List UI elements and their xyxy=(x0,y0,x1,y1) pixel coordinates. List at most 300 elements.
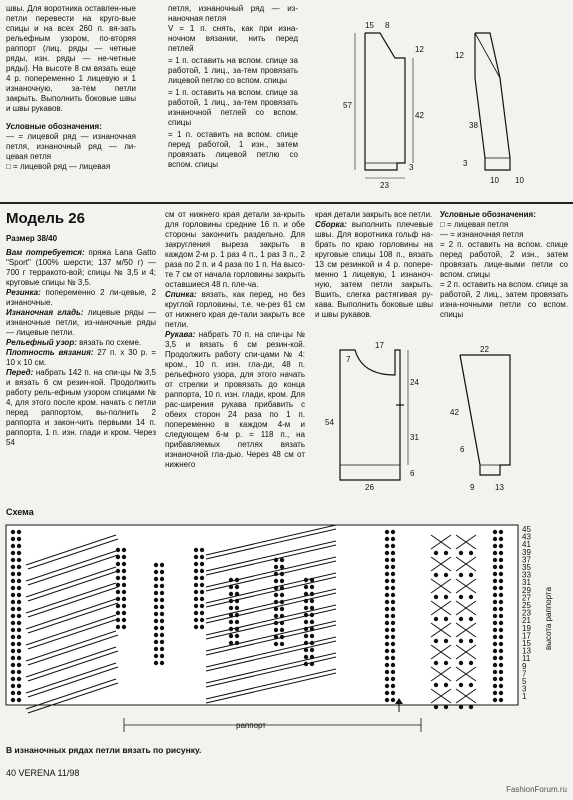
dim-label: 10 xyxy=(515,176,524,185)
schema-stitch xyxy=(499,649,503,653)
schema-stitch xyxy=(280,642,284,646)
schema-stitch xyxy=(444,683,448,687)
schema-stitch xyxy=(200,611,204,615)
schema-stitch xyxy=(122,597,126,601)
schema-stitch xyxy=(385,614,389,618)
schema-stitch xyxy=(154,577,158,581)
schema-stitch xyxy=(391,698,395,702)
row-number: 25 xyxy=(522,601,531,610)
schema-stitch xyxy=(280,579,284,583)
schema-stitch xyxy=(391,628,395,632)
schema-stitch xyxy=(493,586,497,590)
schema-stitch xyxy=(434,551,438,555)
schema-stitch xyxy=(304,634,308,638)
schema-stitch xyxy=(11,600,15,604)
schema-stitch xyxy=(194,611,198,615)
schema-stitch xyxy=(459,551,463,555)
schema-stitch xyxy=(391,565,395,569)
schema-stitch xyxy=(310,620,314,624)
schema-stitch xyxy=(17,635,21,639)
schema-stitch xyxy=(499,684,503,688)
row-number: 41 xyxy=(522,540,531,550)
model-size: Размер 38/40 xyxy=(6,234,58,243)
schema-stitch xyxy=(385,565,389,569)
schema-stitch xyxy=(499,614,503,618)
schema-stitch xyxy=(499,544,503,548)
schema-stitch xyxy=(200,548,204,552)
schema-stitch xyxy=(385,579,389,583)
schema-stitch xyxy=(235,606,239,610)
schema-stitch xyxy=(493,530,497,534)
schema-stitch xyxy=(229,592,233,596)
schema-stitch xyxy=(160,577,164,581)
schema-stitch xyxy=(385,586,389,590)
schema-stitch xyxy=(17,565,21,569)
schema-stitch xyxy=(391,600,395,604)
schema-stitch xyxy=(122,562,126,566)
schema-stitch xyxy=(194,555,198,559)
schema-stitch xyxy=(17,663,21,667)
schema-stitch xyxy=(11,614,15,618)
schema-stitch xyxy=(17,544,21,548)
schema-stitch xyxy=(459,661,463,665)
top-pattern-front xyxy=(325,18,445,198)
schema-stitch xyxy=(154,661,158,665)
row-number: 11 xyxy=(522,654,531,664)
schema-stitch xyxy=(493,621,497,625)
schema-stitch xyxy=(17,537,21,541)
schema-stitch xyxy=(493,677,497,681)
row-number: 7 xyxy=(522,669,527,679)
model-pattern-sleeve xyxy=(450,340,550,490)
schema-stitch xyxy=(200,583,204,587)
schema-stitch xyxy=(11,551,15,555)
schema-stitch xyxy=(160,626,164,630)
schema-stitch xyxy=(280,607,284,611)
dim-label: 23 xyxy=(380,181,389,190)
schema-stitch xyxy=(499,593,503,597)
schema-stitch xyxy=(17,642,21,646)
schema-stitch xyxy=(194,576,198,580)
schema-stitch xyxy=(499,565,503,569)
row-number: 21 xyxy=(522,616,531,626)
top-legend-item: — = лицевой ряд — изнаночная петля, изнаночный ряд — ли-цевая петля xyxy=(6,132,136,161)
schema-stitch xyxy=(17,621,21,625)
schema-stitch xyxy=(274,593,278,597)
dim-label: 3 xyxy=(463,159,468,168)
schema-stitch xyxy=(493,642,497,646)
top-col1-text: швы. Для воротника оставлен-ные петли перевести на круго-вые спицы и на всех 260 п. вя-зать рельефным узором, по-вторяя раппорт (лиц. ряды — четные ряды, изн. ряды — не-четные ряды). На высоте 8 см вязать еще 4 р. попеременно 1 лицевую и 1 изнаночную, за-тем петли закрыть. Выполнить боковые швы и швы рукавов. xyxy=(6,4,136,113)
schema-stitch xyxy=(469,595,473,599)
schema-stitch xyxy=(17,586,21,590)
schema-stitch xyxy=(391,530,395,534)
schema-stitch xyxy=(122,611,126,615)
dim-label: 26 xyxy=(365,483,374,492)
row-number: 17 xyxy=(522,631,531,641)
schema-stitch xyxy=(391,684,395,688)
schema-stitch xyxy=(280,593,284,597)
schema-stitch xyxy=(154,591,158,595)
schema-stitch xyxy=(434,573,438,577)
dim-label: 10 xyxy=(490,176,499,185)
schema-stitch xyxy=(160,591,164,595)
schema-stitch xyxy=(122,569,126,573)
schema-stitch xyxy=(160,654,164,658)
schema-stitch xyxy=(499,572,503,576)
schema-stitch xyxy=(17,600,21,604)
schema-stitch xyxy=(499,600,503,604)
para-lead: Рельефный узор: xyxy=(6,338,77,347)
para-lead: Рукава: xyxy=(165,330,196,339)
schema-stitch xyxy=(194,618,198,622)
schema-stitch xyxy=(280,628,284,632)
schema-stitch xyxy=(459,705,463,709)
schema-stitch xyxy=(17,579,21,583)
schema-stitch xyxy=(160,647,164,651)
schema-stitch xyxy=(493,565,497,569)
row-number: 13 xyxy=(522,646,531,656)
schema-stitch xyxy=(11,684,15,688)
schema-stitch xyxy=(391,649,395,653)
dim-label: 22 xyxy=(480,345,489,354)
schema-stitch xyxy=(385,628,389,632)
schema-stitch xyxy=(17,607,21,611)
model-legend-item: = 2 п. оставить на вспом. спице за работой, 2 лиц., затем провязать изна-ночными петли со вспом. спицы xyxy=(440,280,568,319)
schema-stitch xyxy=(385,649,389,653)
dim-label: 42 xyxy=(450,408,459,417)
schema-stitch xyxy=(11,579,15,583)
schema-label: Схема xyxy=(6,507,34,517)
schema-stitch xyxy=(116,611,120,615)
schema-stitch xyxy=(385,663,389,667)
schema-stitch xyxy=(200,597,204,601)
schema-stitch xyxy=(499,677,503,681)
schema-stitch xyxy=(160,640,164,644)
model-col3 xyxy=(315,210,433,320)
schema-stitch xyxy=(469,661,473,665)
schema-stitch xyxy=(274,579,278,583)
schema-stitch xyxy=(444,573,448,577)
schema-stitch xyxy=(304,606,308,610)
schema-stitch xyxy=(499,621,503,625)
dim-label: 8 xyxy=(385,21,390,30)
schema-stitch xyxy=(17,684,21,688)
schema-stitch xyxy=(391,621,395,625)
schema-stitch xyxy=(160,598,164,602)
schema-stitch xyxy=(116,562,120,566)
top-col2-text: петля, изнаночный ряд — из-наночная петля xyxy=(168,4,298,23)
row-number: 39 xyxy=(522,547,531,557)
schema-stitch xyxy=(385,544,389,548)
schema-stitch xyxy=(17,656,21,660)
model-pattern-front xyxy=(320,340,430,490)
schema-stitch xyxy=(17,649,21,653)
top-legend-title: Условные обозначения: xyxy=(6,122,102,131)
model-legend-item: — = изнаночная петля xyxy=(440,230,524,239)
schema-stitch xyxy=(200,569,204,573)
dim-label: 7 xyxy=(346,355,351,364)
row-number: 9 xyxy=(522,661,527,671)
schema-stitch xyxy=(116,576,120,580)
schema-stitch xyxy=(11,670,15,674)
schema-stitch xyxy=(434,705,438,709)
model-legend-title: Условные обозначения: xyxy=(440,210,536,219)
schema-stitch xyxy=(385,677,389,681)
schema-stitch xyxy=(391,642,395,646)
schema-stitch xyxy=(391,572,395,576)
schema-stitch xyxy=(459,639,463,643)
schema-stitch xyxy=(385,600,389,604)
schema-stitch xyxy=(160,563,164,567)
schema-stitch xyxy=(493,698,497,702)
para-lead: Плотность вязания: xyxy=(6,348,94,357)
schema-stitch xyxy=(304,585,308,589)
schema-stitch xyxy=(11,677,15,681)
schema-stitch xyxy=(469,617,473,621)
schema-stitch xyxy=(493,635,497,639)
top-legend-item: □ = лицевой ряд — лицевая xyxy=(6,162,111,171)
schema-stitch xyxy=(310,606,314,610)
schema-stitch xyxy=(434,617,438,621)
schema-stitch xyxy=(499,586,503,590)
knitting-schema xyxy=(6,520,566,750)
schema-stitch xyxy=(116,604,120,608)
row-number: 15 xyxy=(522,639,531,648)
schema-stitch xyxy=(116,548,120,552)
schema-stitch xyxy=(122,548,126,552)
rapport-label: раппорт xyxy=(236,721,266,730)
dim-label: 17 xyxy=(375,341,384,350)
schema-stitch xyxy=(160,584,164,588)
dim-label: 6 xyxy=(460,445,465,454)
schema-stitch xyxy=(459,595,463,599)
schema-stitch xyxy=(499,642,503,646)
schema-stitch xyxy=(194,562,198,566)
schema-stitch xyxy=(499,628,503,632)
schema-stitch xyxy=(160,619,164,623)
schema-stitch xyxy=(385,593,389,597)
model-legend-item: □ = лицевая петля xyxy=(440,220,509,229)
schema-stitch xyxy=(116,583,120,587)
schema-stitch xyxy=(493,691,497,695)
schema-stitch xyxy=(229,634,233,638)
schema-stitch xyxy=(391,586,395,590)
schema-stitch xyxy=(154,640,158,644)
schema-stitch xyxy=(493,593,497,597)
schema-stitch xyxy=(235,634,239,638)
schema-stitch xyxy=(391,670,395,674)
schema-stitch xyxy=(499,607,503,611)
para-text: набрать 142 п. на спи-цы № 3,5 и вязать 6 см резин-кой. Продолжить работу рель-ефным узором спицами № 4, для этого после кром. начать с петли перед раппортом, вы-полнить 2 раппорта и закон-чить первыми 14 п. раппорта, 1 п. изн. глади и кром. Через 54 xyxy=(6,368,156,447)
dim-label: 57 xyxy=(343,101,352,110)
schema-stitch xyxy=(493,614,497,618)
row-number: 3 xyxy=(522,684,527,694)
schema-stitch xyxy=(11,593,15,597)
para-lead: Резинка: xyxy=(6,288,41,297)
dim-label: 12 xyxy=(415,45,424,54)
schema-stitch xyxy=(499,663,503,667)
schema-stitch xyxy=(11,530,15,534)
schema-stitch xyxy=(434,661,438,665)
schema-stitch xyxy=(154,647,158,651)
watermark: FashionForum.ru xyxy=(506,785,567,794)
schema-stitch xyxy=(459,683,463,687)
schema-stitch xyxy=(310,634,314,638)
schema-stitch xyxy=(385,530,389,534)
schema-stitch xyxy=(154,619,158,623)
schema-stitch xyxy=(493,684,497,688)
dim-label: 31 xyxy=(410,433,419,442)
schema-stitch xyxy=(229,620,233,624)
schema-stitch xyxy=(391,635,395,639)
schema-stitch xyxy=(499,691,503,695)
schema-stitch xyxy=(499,656,503,660)
schema-stitch xyxy=(11,558,15,562)
schema-stitch xyxy=(310,648,314,652)
page-footer: 40 VERENA 11/98 xyxy=(6,768,80,778)
schema-stitch xyxy=(194,625,198,629)
schema-stitch xyxy=(385,656,389,660)
schema-stitch xyxy=(499,530,503,534)
schema-stitch xyxy=(116,590,120,594)
schema-stitch xyxy=(469,705,473,709)
schema-stitch xyxy=(17,670,21,674)
schema-stitch xyxy=(385,642,389,646)
schema-stitch xyxy=(17,551,21,555)
top-col2-text: = 1 п. оставить на вспом. спице перед работой, 1 изн., затем провязать лицевой петлю со вспом. спицы xyxy=(168,130,298,169)
schema-stitch xyxy=(17,691,21,695)
schema-stitch xyxy=(11,537,15,541)
schema-stitch xyxy=(391,691,395,695)
schema-stitch xyxy=(459,573,463,577)
schema-stitch xyxy=(304,655,308,659)
schema-stitch xyxy=(391,558,395,562)
top-col2 xyxy=(168,4,298,170)
schema-stitch xyxy=(194,583,198,587)
schema-stitch xyxy=(11,572,15,576)
schema-stitch xyxy=(17,614,21,618)
schema-stitch xyxy=(385,670,389,674)
schema-stitch xyxy=(11,628,15,632)
schema-stitch xyxy=(200,555,204,559)
schema-stitch xyxy=(274,614,278,618)
schema-stitch xyxy=(17,677,21,681)
top-col2-text: = 1 п. оставить на вспом. спице за работой, 1 лиц., за-тем провязать лицевой петлю со вспом. спицы xyxy=(168,56,298,85)
row-number: 43 xyxy=(522,532,531,542)
schema-stitch xyxy=(469,551,473,555)
schema-stitch xyxy=(469,639,473,643)
schema-stitch xyxy=(154,563,158,567)
schema-stitch xyxy=(499,579,503,583)
para-lead: Изнаночная гладь: xyxy=(6,308,84,317)
schema-stitch xyxy=(17,572,21,576)
schema-stitch xyxy=(493,663,497,667)
schema-stitch xyxy=(154,598,158,602)
schema-stitch xyxy=(235,620,239,624)
schema-stitch xyxy=(493,628,497,632)
schema-caption: В изнаночных рядах петли вязать по рисунку. xyxy=(6,745,202,755)
schema-stitch xyxy=(385,572,389,576)
schema-stitch xyxy=(274,565,278,569)
schema-stitch xyxy=(444,661,448,665)
schema-stitch xyxy=(493,607,497,611)
schema-stitch xyxy=(11,656,15,660)
para-lead: Вам потребуется: xyxy=(6,248,85,257)
row-number: 29 xyxy=(522,585,531,595)
schema-stitch xyxy=(122,583,126,587)
schema-stitch xyxy=(11,635,15,639)
schema-stitch xyxy=(122,555,126,559)
schema-stitch xyxy=(391,579,395,583)
schema-stitch xyxy=(154,612,158,616)
row-number: 35 xyxy=(522,563,531,572)
schema-stitch xyxy=(194,604,198,608)
schema-stitch xyxy=(385,551,389,555)
schema-stitch xyxy=(434,595,438,599)
row-number: 1 xyxy=(522,692,527,702)
schema-stitch xyxy=(459,617,463,621)
schema-stitch xyxy=(194,569,198,573)
schema-stitch xyxy=(122,625,126,629)
schema-stitch xyxy=(469,683,473,687)
schema-stitch xyxy=(235,585,239,589)
schema-stitch xyxy=(499,635,503,639)
schema-stitch xyxy=(11,649,15,653)
row-number: 27 xyxy=(522,593,531,603)
schema-stitch xyxy=(154,584,158,588)
schema-stitch xyxy=(493,572,497,576)
dim-label: 24 xyxy=(410,378,419,387)
schema-stitch xyxy=(493,670,497,674)
schema-stitch xyxy=(11,621,15,625)
schema-stitch xyxy=(444,639,448,643)
schema-stitch xyxy=(160,605,164,609)
schema-stitch xyxy=(160,612,164,616)
schema-stitch xyxy=(200,576,204,580)
dim-label: 15 xyxy=(365,21,374,30)
dim-label: 42 xyxy=(415,111,424,120)
schema-stitch xyxy=(391,537,395,541)
schema-stitch xyxy=(122,618,126,622)
schema-stitch xyxy=(304,620,308,624)
schema-stitch xyxy=(493,656,497,660)
para-text: выполнить плечевые швы. Для воротника гольф на-брать по краю горловины на круговые спицы 108 п., вязать 13 см резинкой и 4 р. попере-менно 1 лицевую, 1 изнаноч-ную, затем петли закрыть. Вшить, слегка растягивая ру-кава. Выполнить боковые швы и швы рукавов. xyxy=(315,220,433,319)
schema-stitch xyxy=(160,633,164,637)
schema-stitch xyxy=(444,705,448,709)
row-number: 33 xyxy=(522,570,531,580)
model-col1 xyxy=(6,210,156,448)
schema-stitch xyxy=(200,625,204,629)
schema-stitch xyxy=(194,548,198,552)
schema-stitch xyxy=(493,579,497,583)
para-text: края детали закрыть все петли. xyxy=(315,210,433,219)
model-legend xyxy=(440,210,568,320)
schema-stitch xyxy=(444,617,448,621)
row-number: 37 xyxy=(522,555,531,565)
schema-stitch xyxy=(154,654,158,658)
para-lead: Сборка: xyxy=(315,220,347,229)
row-number: 19 xyxy=(522,623,531,633)
schema-stitch xyxy=(200,590,204,594)
schema-stitch xyxy=(385,684,389,688)
schema-stitch xyxy=(122,576,126,580)
schema-stitch xyxy=(116,625,120,629)
schema-stitch xyxy=(391,614,395,618)
schema-stitch xyxy=(200,562,204,566)
schema-stitch xyxy=(11,691,15,695)
schema-stitch xyxy=(122,604,126,608)
schema-stitch xyxy=(274,628,278,632)
